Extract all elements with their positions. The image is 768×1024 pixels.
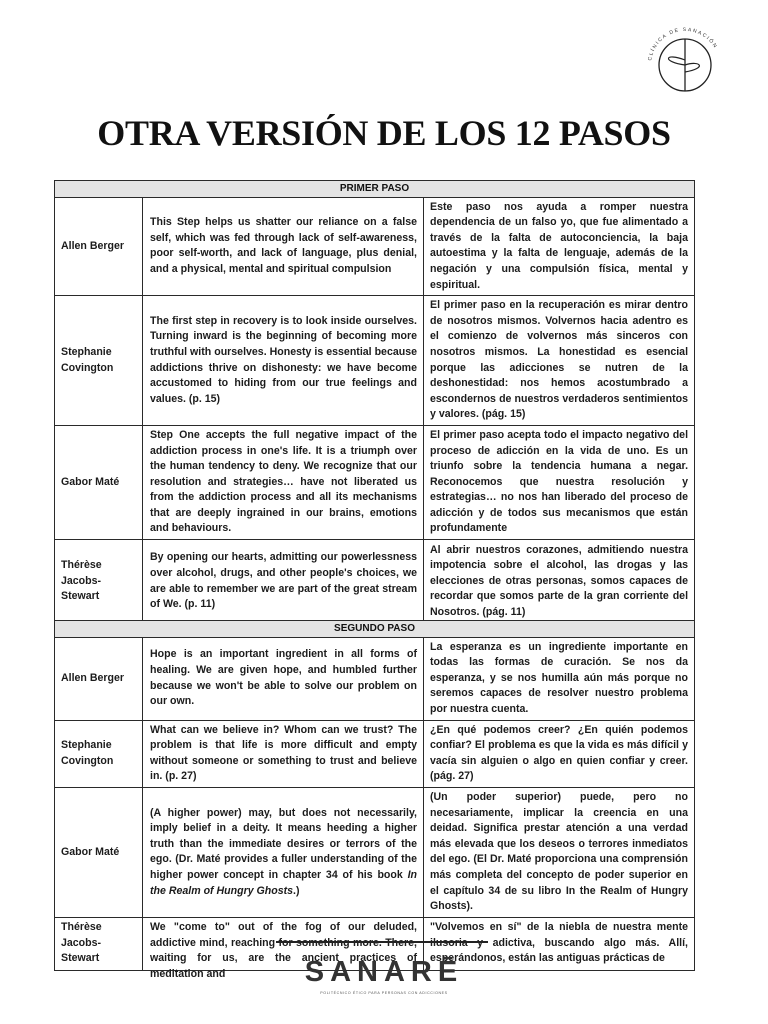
table-row: [55, 540, 695, 624]
english-quote-text: We "come to" out of the fog of our deluded, addictive mind, reaching for something more. There, waiting for us, are the ancient practices of meditation and: [150, 921, 417, 980]
book-title: In the Realm of Hungry Ghosts: [150, 868, 417, 897]
table-header-row: [55, 181, 695, 198]
table-header-row: [55, 621, 695, 638]
author-name: Gabor Maté: [55, 425, 143, 539]
author-name: Gabor Maté: [55, 787, 143, 917]
author-name: Thérèse Jacobs-Stewart: [55, 917, 143, 970]
spanish-quote: (Un poder superior) puede, pero no necesariamente, implicar la creencia en una deidad. Significa prestar atención a una verdad más elevada que los deseos o terrores inmediatos del ego. (El Dr. Maté proporciona una comprensión más completa del concepto de poder superior en el capítulo 34 de su libro In the Realm of Hungry Ghosts).: [424, 787, 695, 917]
step-one-table: [54, 180, 695, 624]
page-title: OTRA VERSIÓN DE LOS 12 PASOS: [97, 113, 671, 153]
table-row: [55, 787, 695, 917]
footer-divider: [276, 941, 488, 943]
brand-tagline: POLITÉCNICO ÉTICO PARA PERSONAS CON ADICCIONES: [320, 991, 448, 995]
spanish-quote: El primer paso en la recuperación es mirar dentro de nosotros mismos. Volvernos hacia adentro es el comienzo de volvernos más sinceros con nosotros mismos. La honestidad es esencial porque las adicciones se nutren de la deshonestidad: nos hemos acostumbrado a escondernos de nuestros verdaderos sentimientos y valores. (pág. 15): [424, 296, 695, 426]
english-quote: What can we believe in? Whom can we trust? The problem is that life is more difficult and empty without someone or something to trust and believe in. (p. 27): [143, 720, 424, 787]
english-quote: By opening our hearts, admitting our powerlessness over alcohol, drugs, and other people's choices, we are able to remember we are part of the great stream of We. (p. 11): [143, 540, 424, 624]
svg-text:CLÍNICA DE SANACIÓN: [647, 27, 718, 61]
table-row: [55, 425, 695, 539]
english-quote: Step One accepts the full negative impact of the addiction process in one's life. It is a triumph over the human tendency to deny. We recognize that our resolution and strategies… have not liberated us from the addiction process and all its mechanisms that are deeply ingrained in our brains, emotions and behaviours.: [143, 425, 424, 539]
spanish-quote: Este paso nos ayuda a romper nuestra dependencia de un falso yo, que fue alimentado a través de la falta de autoconciencia, la baja autoestima y la falta de lenguaje, además de la negación y una compulsión física, mental y espiritual.: [424, 197, 695, 296]
seal-text: CLÍNICA DE SANACIÓN: [647, 26, 719, 62]
spanish-quote: Al abrir nuestros corazones, admitiendo nuestra impotencia sobre el alcohol, las drogas y las elecciones de otras personas, somos capaces de recordar que somos parte de la gran corriente del Nosotros. (pág. 11): [424, 540, 695, 624]
spanish-quote-text: "Volvemos en sí" de la niebla de nuestra mente ilusoria y adictiva, buscando algo más. Allí, esperándonos, están las antiguas prácticas de: [430, 921, 688, 965]
author-name: Allen Berger: [55, 637, 143, 720]
author-name: Thérèse Jacobs-Stewart: [55, 540, 143, 624]
table-row: [55, 197, 695, 296]
english-quote-main: (A higher power) may, but does not necessarily, imply belief in a deity. It means heeding a higher truth than the immediate desires or terrors of the ego. (Dr. Maté provides a fuller understanding of the higher power concept in chapter 34 of his book: [150, 806, 417, 881]
spanish-quote: ¿En qué podemos creer? ¿En quién podemos confiar? El problema es que la vida es más difícil y vacía sin alguien o algo en quien confiar y creer. (pág. 27): [424, 720, 695, 787]
step-header: SEGUNDO PASO: [55, 621, 695, 638]
spanish-quote: La esperanza es un ingrediente importante en todas las formas de curación. Se nos da esperanza, y se nos humilla aún más porque no seremos capaces de resolver nuestro problema por nuestra cuenta.: [424, 637, 695, 720]
author-name: Allen Berger: [55, 197, 143, 296]
english-quote: Hope is an important ingredient in all forms of healing. We are given hope, and humbled further because we won't be able to solve our problem on our own.: [143, 637, 424, 720]
author-name: Stephanie Covington: [55, 296, 143, 426]
table-row: [55, 720, 695, 787]
english-quote: [143, 787, 424, 917]
table-row: [55, 296, 695, 426]
brand-logo: SANARĒ: [304, 956, 464, 988]
spanish-quote: El primer paso acepta todo el impacto negativo del proceso de adicción en la vida de uno. Es un triunfo sobre la tendencia humana a negar. Reconocemos que nuestra resolución y estrategias… no nos han liberado del proceso de adicción y de todos sus mecanismos que están profundamente: [424, 425, 695, 539]
english-quote-end: .): [293, 884, 300, 897]
step-header: PRIMER PASO: [55, 181, 695, 198]
author-name: Stephanie Covington: [55, 720, 143, 787]
english-quote: This Step helps us shatter our reliance on a false self, which was fed through lack of self-awareness, poor self-worth, and lack of language, plus denial, and a physical, mental and spiritual compulsion: [143, 197, 424, 296]
english-quote: The first step in recovery is to look inside ourselves. Turning inward is the beginning of becoming more truthful with ourselves. Honesty is essential because addictions thrive on dishonesty: we have become accustomed to hiding from our true feelings and values. (p. 15): [143, 296, 424, 426]
table-row: [55, 637, 695, 720]
clinic-seal-logo: [642, 22, 728, 108]
